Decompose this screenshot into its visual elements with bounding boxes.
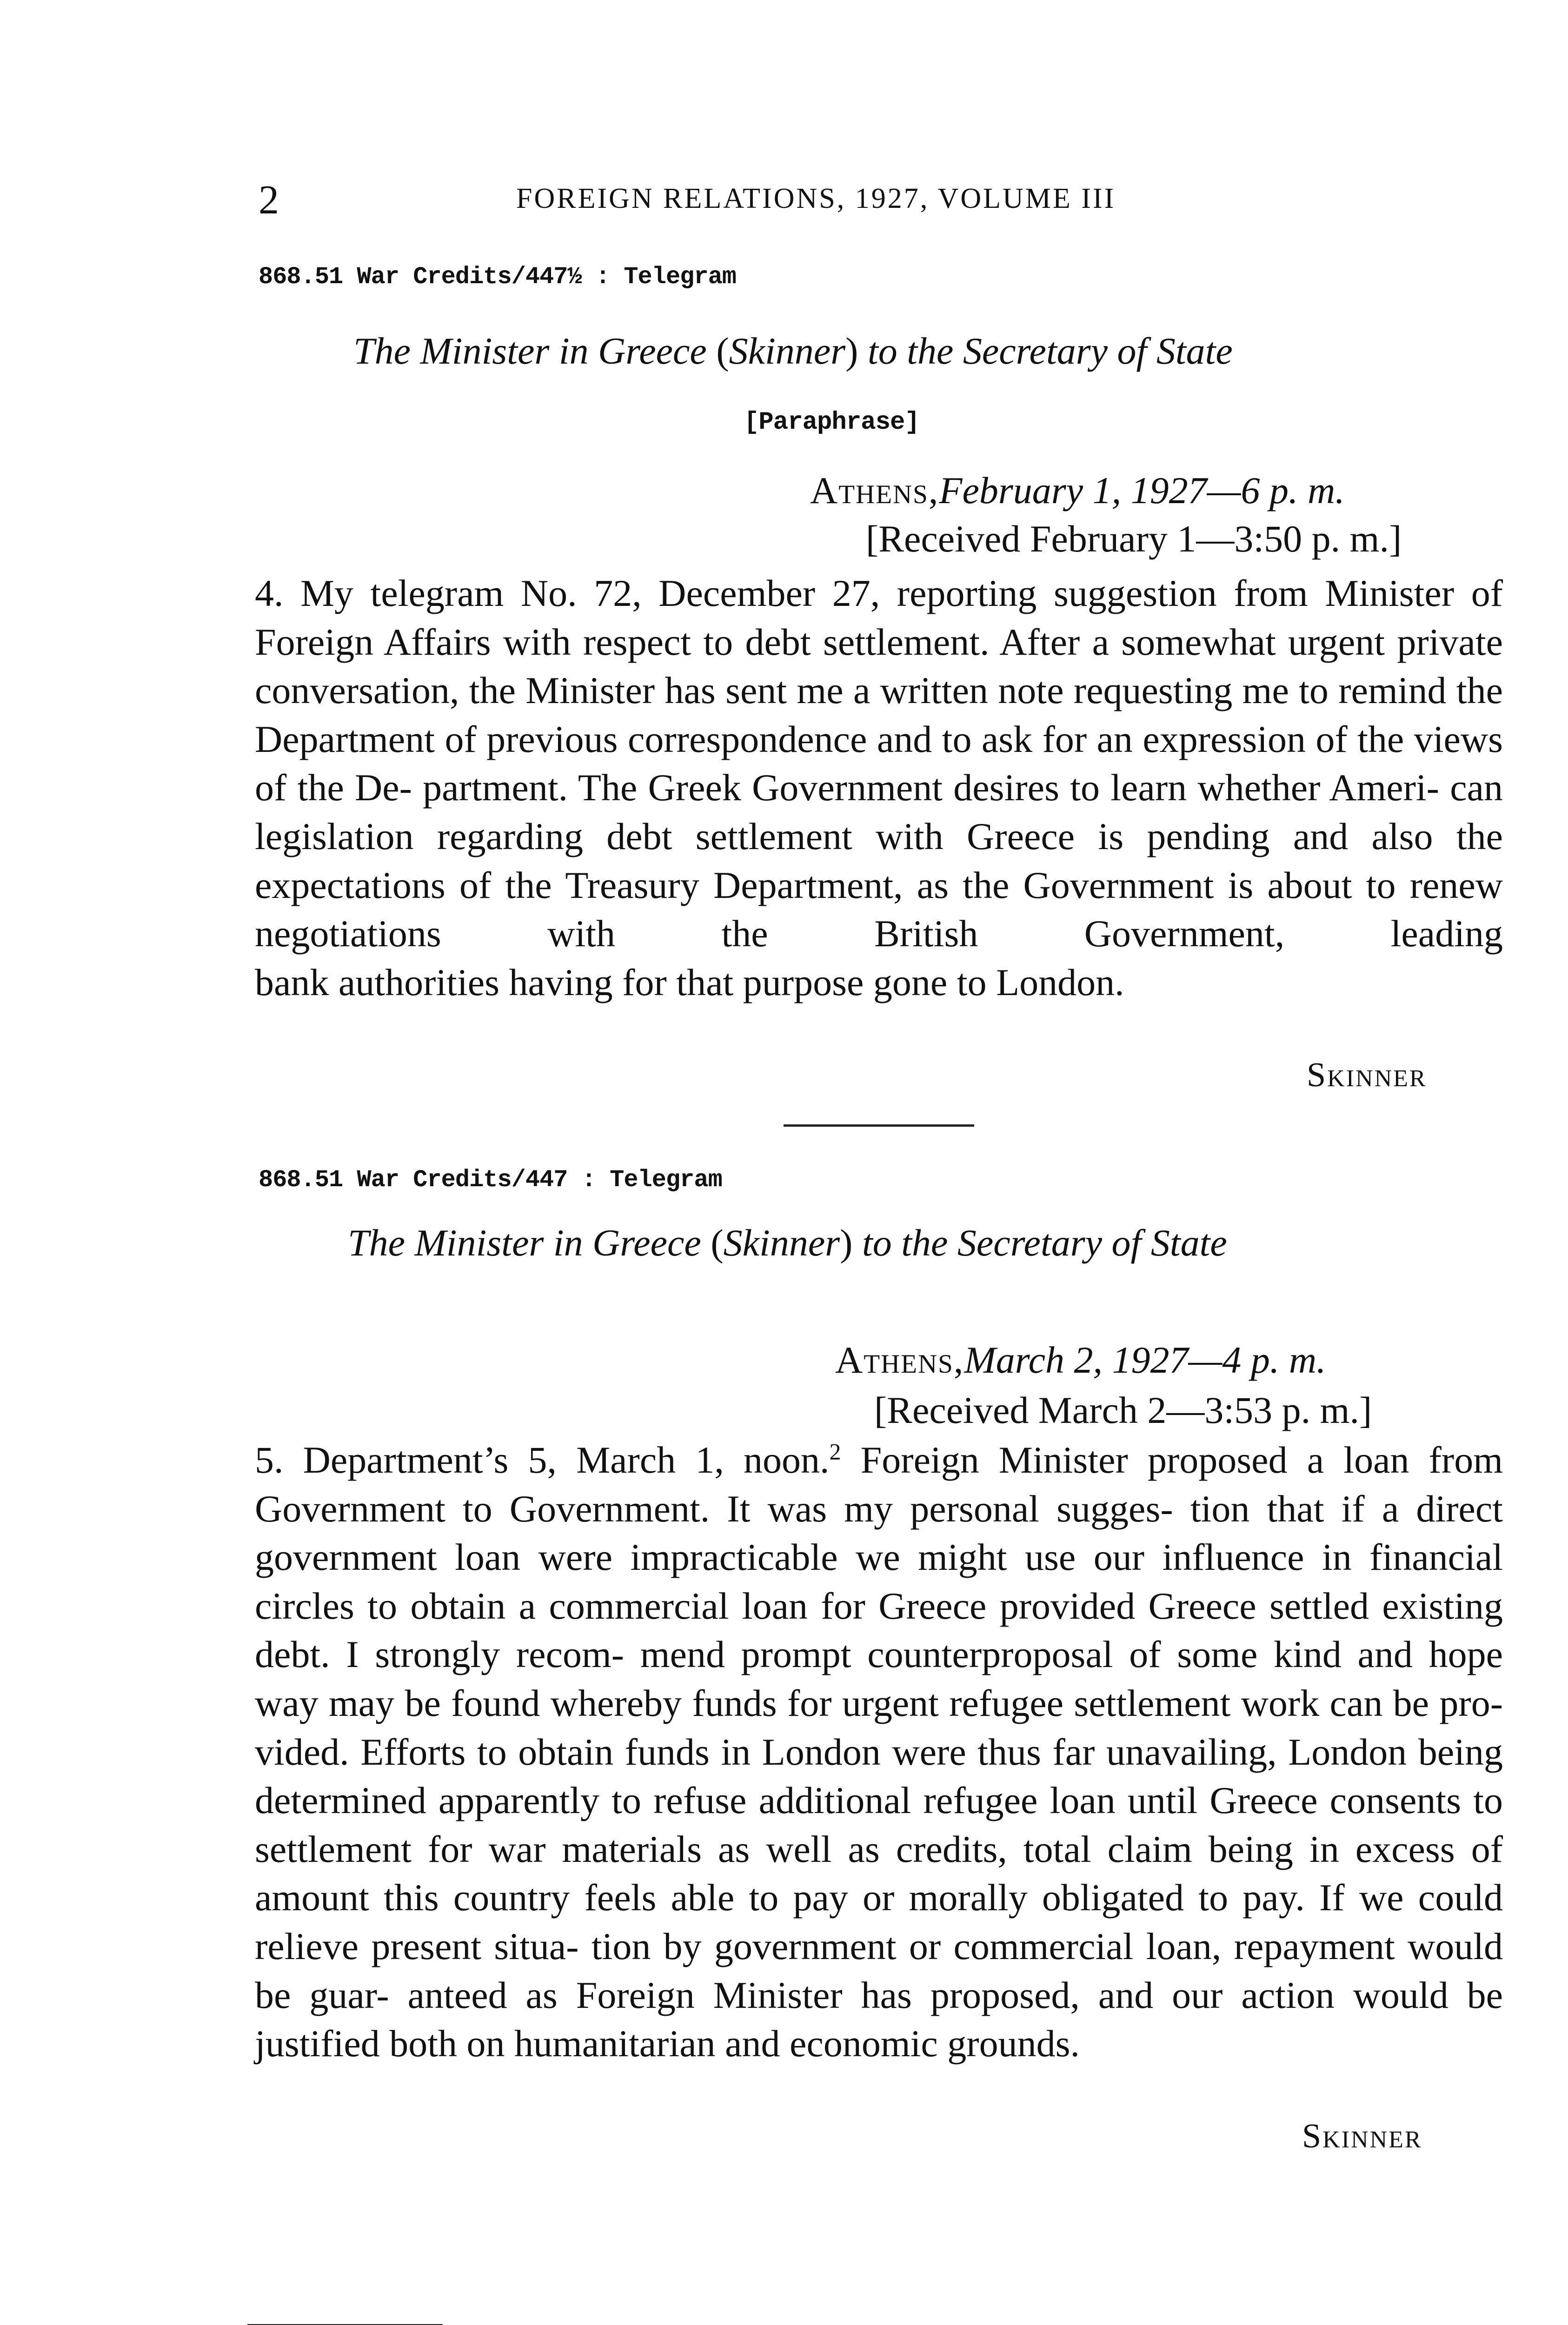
file-reference: 868.51 War Credits/447½ : Telegram xyxy=(259,263,736,291)
body-line: to pay or morally obligated to pay. If we could relieve present situa- xyxy=(255,1876,1503,1967)
title-part1: The Minister in Greece xyxy=(348,1222,701,1264)
title-part2: to the Secretary of State xyxy=(862,1222,1227,1264)
body-line: found whereby funds for urgent refugee settlement work can be pro- xyxy=(451,1681,1503,1724)
body-line: correspondence and to ask for an expression of the views of the De- xyxy=(255,717,1503,809)
body-line: mend prompt counterproposal of some kind and hope way may be xyxy=(255,1633,1503,1724)
body-line: loan from Government to Government. It was my personal sugges- xyxy=(255,1439,1503,1530)
title-part2: to the Secretary of State xyxy=(867,330,1233,372)
body-line: loan until Greece consents to settlement for war materials as well as xyxy=(255,1779,1503,1870)
dateline-date: February 1, 1927—6 p. m. xyxy=(939,469,1345,512)
body-line: 5. Department’s 5, March 1, noon.$^2$ Foreign Minister proposed a xyxy=(255,1438,1324,1481)
body-line: written note requesting me to remind the Department of previous xyxy=(255,669,1503,760)
running-head: FOREIGN RELATIONS, 1927, VOLUME III xyxy=(516,183,1116,214)
body-line: credits, total claim being in excess of amount this country feels able xyxy=(255,1827,1503,1919)
body-line: Minister of Foreign Affairs with respect to debt settlement. After xyxy=(255,572,1503,663)
body-line: tion by government or commercial loan, repayment would be guar- xyxy=(255,1925,1503,2016)
body-line: vided. Efforts to obtain funds in London were thus far unavailing, xyxy=(255,1730,1277,1773)
file-reference: 868.51 War Credits/447 : Telegram xyxy=(259,1166,722,1194)
dateline xyxy=(835,1338,1326,1382)
body-line: Greece provided Greece settled existing debt. I strongly recom- xyxy=(255,1584,1503,1676)
title-part1: The Minister in Greece xyxy=(353,330,707,372)
body-line: use our influence in financial circles to obtain a commercial loan for xyxy=(255,1536,1503,1627)
separator-rule xyxy=(784,1124,974,1127)
signature: Skinner xyxy=(1307,1056,1427,1094)
body-line: anteed as Foreign Minister has proposed, and our action would be xyxy=(407,1973,1503,2016)
body-line: a somewhat urgent private conversation, the Minister has sent me a xyxy=(255,620,1503,712)
body-line: also the expectations of the Treasury Department, as the Government xyxy=(255,815,1503,906)
dateline-place: Athens, xyxy=(810,469,939,512)
dateline xyxy=(810,469,1345,512)
title-name: Skinner xyxy=(723,1222,840,1264)
footnote-ref: 2 xyxy=(829,1438,841,1465)
paraphrase-note: [Paraphrase] xyxy=(744,408,919,437)
body-line: can legislation regarding debt settlement with Greece is pending and xyxy=(255,766,1503,857)
dateline-date: March 2, 1927—4 p. m. xyxy=(964,1339,1326,1381)
body-line: London being determined apparently to refuse additional refugee xyxy=(255,1730,1503,1822)
body-line: bank authorities having for that purpose gone to London. xyxy=(255,961,1124,1003)
document-title: The Minister in Greece (Skinner) to the Secretary of State xyxy=(348,1222,1227,1264)
page-number: 2 xyxy=(259,178,279,223)
dateline-place: Athens, xyxy=(835,1339,964,1381)
body-line: justified both on humanitarian and economic grounds. xyxy=(255,2022,1080,2065)
title-name: Skinner xyxy=(729,330,846,372)
telegram-body xyxy=(255,1436,1503,2068)
signature: Skinner xyxy=(1302,2117,1422,2155)
body-line: partment. The Greek Government desires to learn whether Ameri- xyxy=(423,766,1439,809)
document-title: The Minister in Greece (Skinner) to the Secretary of State xyxy=(353,330,1233,372)
body-line: is about to renew negotiations with the British Government, leading xyxy=(255,864,1503,955)
body-line: 4. My telegram No. 72, December 27, reporting suggestion from xyxy=(255,572,1308,614)
telegram-body xyxy=(255,569,1503,1007)
body-line: tion that if a direct government loan were impracticable we might xyxy=(255,1487,1503,1579)
received-line: [Received February 1—3:50 p. m.] xyxy=(866,518,1402,560)
received-line: [Received March 2—3:53 p. m.] xyxy=(874,1389,1372,1431)
